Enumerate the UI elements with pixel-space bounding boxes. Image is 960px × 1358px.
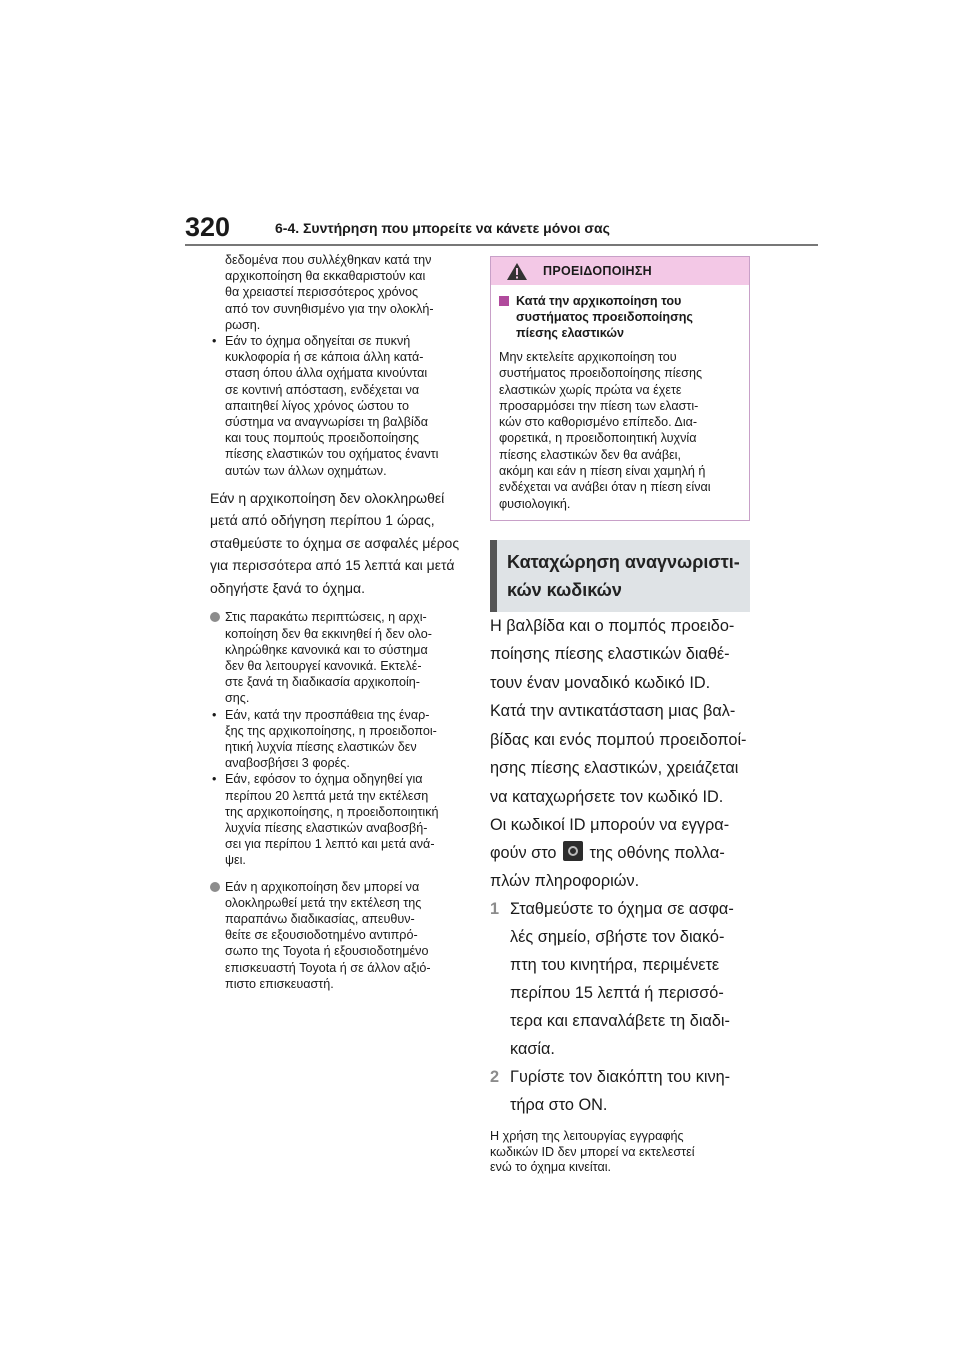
initialization-paragraph [210, 487, 468, 600]
text-line: σε κοντινή απόσταση, ενδέχεται να [225, 382, 420, 397]
continued-text [210, 252, 468, 333]
text-line: πίεσης ελαστικών του οχήματος έναντι [225, 447, 439, 462]
warning-triangle-icon [506, 262, 528, 281]
circle-bullet-icon [210, 612, 220, 622]
text-line: Η βαλβίδα και ο πομπός προειδο- [490, 616, 735, 635]
text-line: πίεσης ελαστικών [516, 326, 625, 340]
text-line: Εάν η αρχικοποίηση δεν μπορεί να [225, 879, 420, 894]
circle-item-cases [210, 609, 468, 706]
step-2-number: 2 [490, 1068, 500, 1087]
text-line: • Εάν, εφόσον το όχημα οδηγηθεί για [225, 772, 423, 787]
text-line: κασία. [510, 1040, 555, 1059]
warning-header [491, 257, 749, 285]
bullet-20-minutes [210, 771, 468, 868]
text-line: θα χρειαστεί περισσότερος χρόνος [225, 285, 419, 300]
text-line: πιστο επισκευαστή. [225, 976, 334, 991]
text-line: κληρώθηκε κανονικά και το σύστημα [225, 642, 428, 657]
warning-box [490, 256, 750, 521]
text-line: αυτών των άλλων οχημάτων. [225, 463, 387, 478]
warning-text [499, 349, 743, 512]
text-line: Σταθμεύστε το όχημα σε ασφα- [510, 900, 734, 919]
warning-body [491, 285, 749, 520]
registration-note [490, 1129, 750, 1176]
text-line: συστήματος προειδοποίησης [516, 310, 693, 324]
text-line: λυχνία πίεσης ελαστικών αναβοσβή- [225, 820, 428, 835]
text-line: δεδομένα που συλλέχθηκαν κατά την [225, 253, 432, 267]
circle-item-dealer [210, 879, 468, 992]
text-line: κυκλοφορία ή σε κάποια άλλη κατά- [225, 350, 424, 365]
text-line: • Εάν, κατά την προσπάθεια της έναρ- [225, 707, 430, 722]
bullet-lamp-flash [210, 707, 468, 772]
right-column [490, 256, 750, 1176]
section-title: 6-4. Συντήρηση που μπορείτε να κάνετε μόνοι σας [275, 220, 610, 236]
text-line: ξης της αρχικοποίησης, η προειδοποι- [225, 723, 437, 738]
text-line: θείτε σε εξουσιοδοτημένο αντιπρό- [225, 928, 418, 943]
text-line: περίπου 20 λεπτά μετά την εκτέλεση [225, 788, 429, 803]
step-2-text [510, 1063, 750, 1119]
text-line: κοποίηση δεν θα εκκινηθεί ή δεν ολο- [225, 626, 432, 641]
text-line: ψει. [225, 853, 246, 868]
text-line: Εάν η αρχικοποίηση δεν ολοκληρωθεί [210, 489, 445, 506]
text-line: ητική λυχνία πίεσης ελαστικών δεν [225, 739, 417, 754]
text-line: κών στο καθορισμένο επίπεδο. Δια- [499, 415, 698, 430]
text-line: για περισσότερα από 15 λεπτά και μετά [210, 557, 455, 574]
text-line: σταση όπου άλλα οχήματα κινούνται [225, 366, 428, 381]
text-line: μετά από οδήγηση περίπου 1 ώρας, [210, 512, 435, 529]
text-line: ενδέχεται να ανάβει όταν η πίεση είναι [499, 480, 711, 495]
text-line: ποίησης πίεσης ελαστικών διαθέ- [490, 645, 730, 664]
text-line: • Εάν το όχημα οδηγείται σε πυκνή [225, 334, 411, 349]
text-line: απαιτηθεί λίγος χρόνος ώστου το [225, 398, 409, 413]
text-line: Κατά την αρχικοποίηση του [516, 294, 682, 308]
page-number: 320 [185, 212, 231, 242]
text-line: σης. [225, 691, 250, 706]
codes-line-1: Οι κωδικοί ID μπορούν να εγγρα- [490, 816, 730, 835]
text-line: Γυρίστε τον διακόπτη του κινη- [510, 1068, 731, 1087]
text-line: δεν θα λειτουργεί κανονικά. Εκτελέ- [225, 658, 422, 673]
text-line: ολοκληρωθεί μετά την εκτέλεση της [225, 895, 422, 910]
circle-item-dealer-text [225, 879, 468, 992]
text-line: της αρχικοποίησης, η προειδοποιητική [225, 804, 439, 819]
circle-bullet-icon [210, 882, 220, 892]
bullet-heavy-traffic [210, 333, 468, 479]
codes-before-icon: φούν στο [490, 844, 557, 863]
registration-heading-text [507, 548, 744, 604]
text-line: κών κωδικών [507, 579, 622, 600]
text-line: συστήματος προειδοποίησης πίεσης [499, 366, 703, 381]
text-line: τερα και επαναλάβετε τη διαδι- [510, 1012, 730, 1031]
step-1-number: 1 [490, 900, 500, 919]
header-divider [185, 244, 818, 246]
codes-line-3: πλών πληροφοριών. [490, 872, 640, 891]
text-line: Η χρήση της λειτουργίας εγγραφής [490, 1129, 684, 1144]
text-line: πίεσης ελαστικών δεν θα ανάβει, [499, 447, 681, 462]
text-line: από τον συνηθισμένο για την ολοκλή- [225, 301, 434, 316]
text-line: ενώ το όχημα κινείται. [490, 1160, 612, 1175]
text-line: πτη του κινητήρα, περιμένετε [510, 956, 720, 975]
text-line: και τους πομπούς προειδοποίησης [225, 431, 419, 446]
text-line: αναβοσβήσει 3 φορές. [225, 756, 350, 771]
text-line: στε ξανά τη διαδικασία αρχικοποίη- [225, 675, 420, 690]
circle-item-cases-text [225, 609, 468, 706]
codes-line-2 [490, 839, 750, 867]
text-line: σωπο της Toyota ή εξουσιοδοτημένο [225, 944, 429, 959]
registration-intro [490, 612, 750, 812]
text-line: φυσιολογική. [499, 496, 571, 511]
square-bullet-icon [499, 296, 509, 306]
text-line: τήρα στο ON. [510, 1096, 608, 1115]
settings-gear-icon [563, 841, 583, 861]
text-line: σει για περίπου 1 λεπτό και μετά ανά- [225, 837, 435, 852]
text-line: βίδας και ενός πομπού προειδοποί- [490, 730, 747, 749]
codes-after-icon: της οθόνης πολλα- [589, 844, 725, 863]
left-column [210, 252, 468, 992]
warning-title: ΠΡΟΕΙΔΟΠΟΙΗΣΗ [543, 264, 652, 278]
text-line: παραπάνω διαδικασίας, απευθυν- [225, 912, 415, 926]
text-line: ακόμη και εάν η πίεση είναι χαμηλή ή [499, 464, 706, 479]
registration-heading [490, 540, 750, 612]
text-line: οδηγήστε ξανά το όχημα. [210, 579, 366, 596]
step-1-text [510, 895, 750, 1063]
text-line: σταθμεύστε το όχημα σε ασφαλές μέρος [210, 534, 460, 551]
text-line: να καταχωρήσετε τον κωδικό ID. [490, 787, 724, 806]
step-1 [490, 895, 750, 1063]
text-line: ελαστικών χωρίς πρώτα να έχετε [499, 382, 682, 397]
text-line: αρχικοποίηση θα εκκαθαριστούν και [225, 269, 426, 284]
text-line: φορετικά, η προειδοποιητική λυχνία [499, 431, 697, 446]
text-line: ρωση. [225, 317, 261, 332]
text-line: ησης πίεσης ελαστικών, χρειάζεται [490, 759, 739, 778]
warning-subtitle-text [516, 293, 743, 341]
text-line: Καταχώρηση αναγνωριστι- [507, 551, 740, 572]
text-line: Μην εκτελείτε αρχικοποίηση του [499, 350, 677, 364]
text-line: τουν έναν μοναδικό κωδικό ID. [490, 673, 711, 692]
warning-subtitle [499, 293, 743, 341]
text-line: σύστημα να αναγνωρίσει τη βαλβίδα [225, 415, 429, 430]
step-2 [490, 1063, 750, 1119]
text-line: Στις παρακάτω περιπτώσεις, η αρχι- [225, 610, 427, 625]
text-line: περίπου 15 λεπτά ή περισσό- [510, 984, 724, 1003]
text-line: Κατά την αντικατάσταση μιας βαλ- [490, 702, 736, 721]
text-line: προσαρμόσει την πίεση των ελαστι- [499, 398, 699, 413]
registration-codes-text [490, 811, 750, 895]
text-line: επισκευαστή Toyota ή σε άλλον αξιό- [225, 960, 431, 975]
text-line: κωδικών ID δεν μπορεί να εκτελεστεί [490, 1144, 695, 1159]
text-line: λές σημείο, σβήστε τον διακό- [510, 928, 725, 947]
